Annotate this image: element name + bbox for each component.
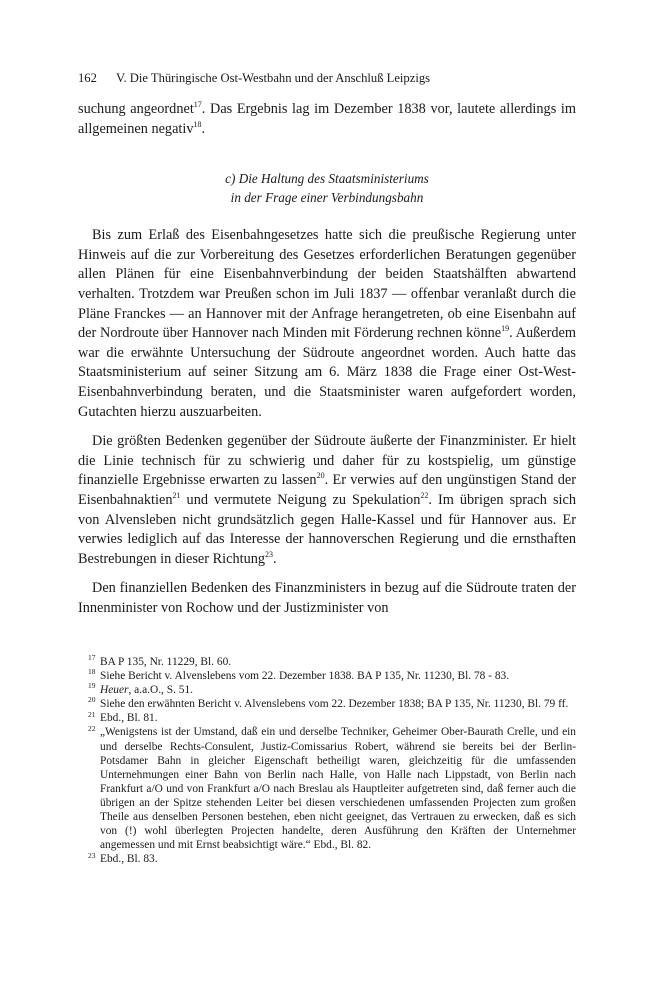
paragraph: Die größten Bedenken gegenüber der Südroute äußerte der Finanzminister. Er hielt die Linie technisch für zu schwierig und daher für zu kostspielig, um günstige finanzielle Ergebnisse erwarten zu lassen$^{20}$. Er verwies auf den ungünstigen Stand der Eisenbahnaktien$^{21}$ und vermutete Neigung zu Spekulation$^{22}$. Im übrigen sprach sich von Alvensleben nicht grundsätzlich gegen Halle-Kassel und für Hannover aus. Er verwies lediglich auf das Interesse der hannoverschen Regierung und die ernsthaften Bestrebungen in dieser Richtung$^{23}$. bbox=[78, 433, 576, 567]
footnote: 21 Ebd., Bl. 81. bbox=[88, 709, 158, 725]
footnote-ref: 23 bbox=[265, 549, 274, 559]
footnote-ref: 19 bbox=[501, 324, 510, 334]
section-heading-line-1: c) Die Haltung des Staatsministeriums bbox=[225, 171, 429, 187]
footnote: 17 BA P 135, Nr. 11229, Bl. 60. bbox=[88, 653, 232, 668]
paragraph: Den finanziellen Bedenken des Finanzministers in bezug auf die Südroute traten der Innenminister von Rochow und der Justizminister von bbox=[78, 580, 576, 616]
footnote: 20 Siehe den erwähnten Bericht v. Alvenslebens vom 22. Dezember 1838; BA P 135, Nr. 11230, Bl. 79 ff. bbox=[88, 695, 569, 711]
running-title: V. Die Thüringische Ost-Westbahn und der Anschluß Leipzigs bbox=[116, 71, 431, 85]
body-text bbox=[78, 100, 576, 618]
section-heading-line-2: in der Frage einer Verbindungsbahn bbox=[230, 190, 424, 206]
footnote: 19 Heuer, a.a.O., S. 51. bbox=[88, 681, 194, 697]
footnotes bbox=[78, 655, 576, 866]
footnote: 23 Ebd., Bl. 83. bbox=[88, 850, 158, 866]
footnote-ref: 21 bbox=[172, 491, 181, 501]
paragraph: Bis zum Erlaß des Eisenbahngesetzes hatte sich die preußische Regierung unter Hinweis auf die zur Vorbereitung des Gesetzes erforderlichen Beratungen gegenüber allen Plänen für eine Eisenbahnverbindung der beiden Staatshälften abwartend verhalten. Trotzdem war Preußen schon im Juli 1837 — offenbar veranlaßt durch die Pläne Franckes — an Hannover mit der Anfrage herangetreten, ob eine Eisenbahn auf der Nordroute über Hannover nach Minden mit Förderung rechnen könne$^{19}$. Außerdem war die erwähnte Untersuchung der Südroute angeordnet worden. Auch hatte das Staatsministerium auf seiner Sitzung am 6. März 1838 die Frage einer Ost-West-Eisenbahnverbindung beraten, und die Staatsminister waren aufgefordert worden, Gutachten hierzu auszuarbeiten. bbox=[78, 227, 577, 420]
footnote-ref: 20 bbox=[316, 471, 325, 481]
page bbox=[78, 68, 576, 618]
page-number: 162 bbox=[78, 71, 97, 85]
footnote-ref: 18 bbox=[193, 119, 202, 129]
running-header bbox=[78, 68, 576, 88]
footnote: 22 „Wenigstens ist der Umstand, daß ein und derselbe Techniker, Geheimer Ober-Baurath Crelle, und ein und derselbe Rechts-Consulent, Justiz-Comissarius Robert, während sie bereits bei der Berlin-Potsdamer Bahn in gleicher Eigenschaft betheiligt waren, gleichzeitig für die umfassenden Unternehmungen einer Bahn von Berlin nach Halle, von Halle nach Lippstadt, von Berlin nach Frankfurt a/O und von Frankfurt a/O nach Breslau als Hauptleiter aufgetreten sind, daß ferner auch die übrigen an der Spitze stehenden Leiter bei diesen verschiedenen umfassenden Projecten zum großen Theile aus denselben Personen bestehen, eben nicht geeignet, das Vertrauen zu erwecken, daß es sich von (!) wohl überlegten Projecten handelte, deren Ausführung den Kräften der Unternehmer angemessen und mit Ernst beabsichtigt wäre.“ Ebd., Bl. 82. bbox=[88, 723, 576, 852]
section-heading bbox=[78, 169, 576, 207]
paragraph-continued: suchung angeordnet$^{17}$. Das Ergebnis lag im Dezember 1838 vor, lautete allerdings im allgemeinen negativ$^{18}$. bbox=[78, 100, 576, 137]
footnote-ref: 22 bbox=[420, 491, 429, 501]
footnote-author: Heuer bbox=[100, 684, 129, 697]
footnote: 18 Siehe Bericht v. Alvenslebens vom 22. Dezember 1838. BA P 135, Nr. 11230, Bl. 78 - 83. bbox=[88, 667, 510, 683]
footnote-ref: 17 bbox=[193, 100, 202, 110]
